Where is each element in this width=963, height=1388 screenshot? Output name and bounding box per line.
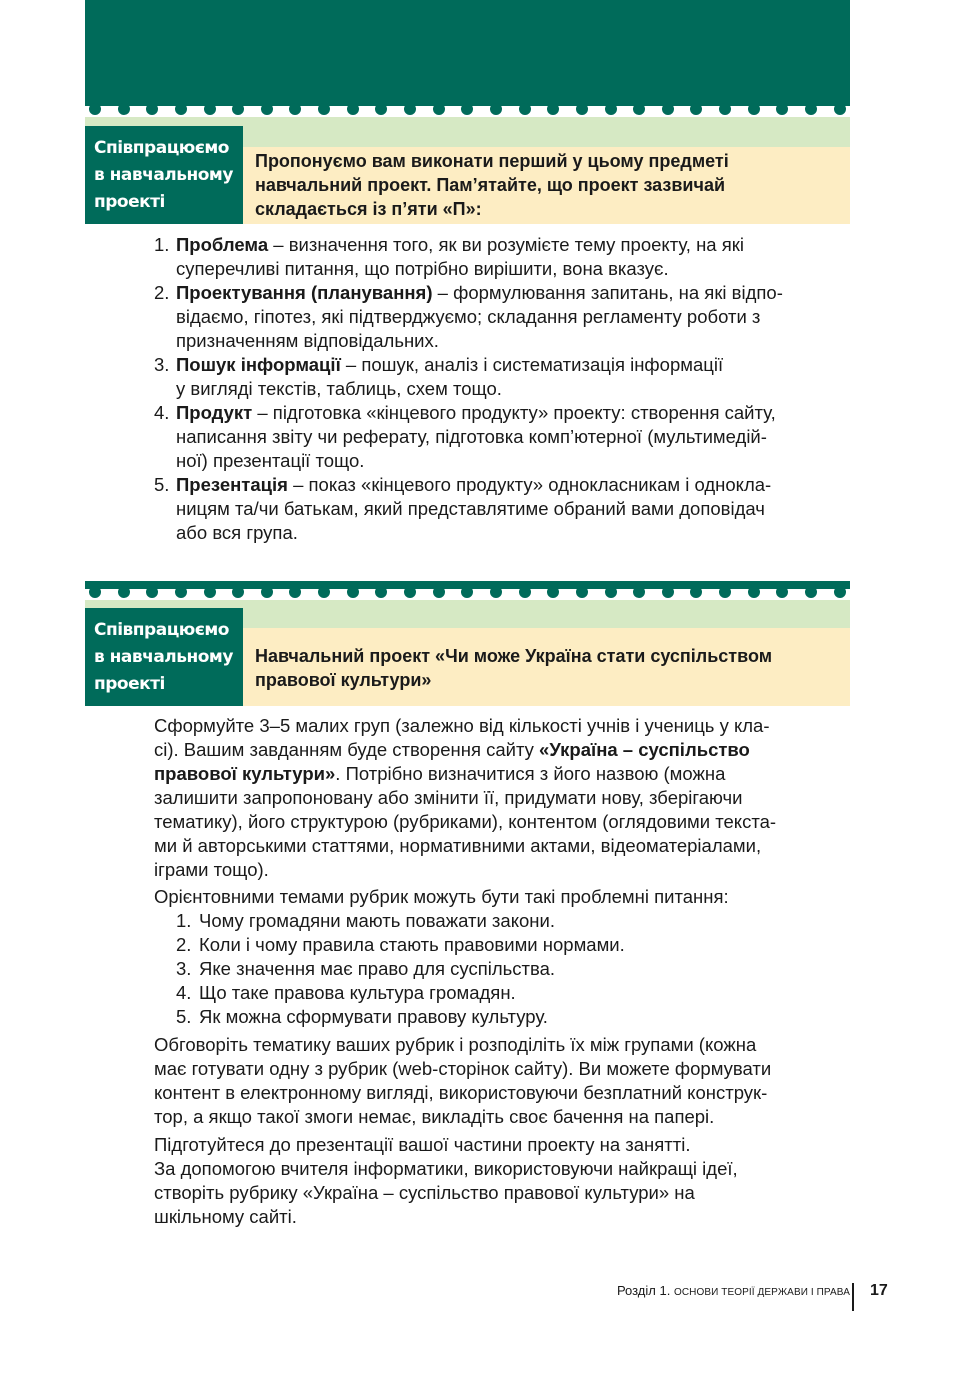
box2-section-label: Співпрацюємо в навчальному проекті bbox=[85, 608, 243, 706]
list-item: 1. Чому громадяни мають поважати закони. bbox=[176, 910, 555, 931]
list-item: 5. Як можна сформувати правову культуру. bbox=[176, 1006, 548, 1027]
running-footer: Розділ 1. ОСНОВИ ТЕОРІЇ ДЕРЖАВИ І ПРАВА bbox=[616, 1283, 850, 1298]
paragraph-prepare: Підготуйтеся до презентації вашої частини проекту на занятті. За допомогою вчителя інформатики, використовуючи найкращі ідеї, створіть рубрику «Україна – суспільство правової культури» на шкільному сайті. bbox=[154, 1134, 738, 1227]
list-item: 3. Пошук інформації – пошук, аналіз і систематизація інформації у вигляді текстів, таблиць, схем тощо. bbox=[154, 354, 724, 399]
list-item: 1. Проблема – визначення того, як ви розумієте тему проекту, на які суперечливі питання, що потрібно вирішити, вона вказує. bbox=[154, 234, 744, 279]
list-item: 5. Презентація – показ «кінцевого продукту» однокласникам і однокла- ницям та/чи батькам, який представлятиме обраний вами доповідач або вся група. bbox=[154, 474, 772, 543]
five-p-list bbox=[154, 233, 854, 545]
list-item: 4. Що таке правова культура громадян. bbox=[176, 982, 516, 1003]
footer-divider bbox=[852, 1283, 854, 1311]
box1-task-text: Пропонуємо вам виконати перший у цьому предметі навчальний проект. Пам’ятайте, що проект зазвичай складається із п’яти «П»: bbox=[243, 147, 850, 224]
box1-section-label: Співпрацюємо в навчальному проекті bbox=[85, 126, 243, 224]
paragraph-discuss: Обговоріть тематику ваших рубрик і розподіліть їх між групами (кожна має готувати одну з рубрик (web-сторінок сайту). Ви можете формувати контент в електронному вигляді, використовуючи безплатний конструк- тор, а якщо такої змоги немає, викладіть своє бачення на папері. bbox=[154, 1034, 772, 1127]
list-item: 2. Проектування (планування) – формулювання запитань, на які відпо- відаємо, гіпотез, які підтверджуємо; складання регламенту роботи з призначенням відповідальних. bbox=[154, 282, 783, 351]
dotted-edge-top bbox=[85, 103, 850, 117]
page-number: 17 bbox=[870, 1282, 888, 1299]
paragraph-groups: Сформуйте 3–5 малих груп (залежно від кількості учнів і учениць у кла- сі). Вашим завданням буде створення сайту «Україна – суспільство правової культури». Потрібно визначитися з його назвою (можна залишити запропоновану або змінити її, придумати нову, зберігаючи тематику), його структурою (рубриками), контентом (оглядовими текста- ми й авторськими статтями, нормативними актами, відеоматеріалами, іграми тощо). bbox=[154, 715, 777, 880]
top-header-band bbox=[85, 0, 850, 106]
list-item: 4. Продукт – підготовка «кінцевого продукту» проекту: створення сайту, написання звіту чи реферату, підготовка комп’ютерної (мультимедій- ної) презентації тощо. bbox=[154, 402, 776, 471]
project-body bbox=[154, 714, 854, 1229]
paragraph-topics-intro: Орієнтовними темами рубрик можуть бути такі проблемні питання: bbox=[154, 886, 729, 907]
topics-list bbox=[154, 909, 854, 1029]
list-item: 3. Яке значення має право для суспільства. bbox=[176, 958, 556, 979]
list-item: 2. Коли і чому правила стають правовими нормами. bbox=[176, 934, 625, 955]
box2-task-text: Навчальний проект «Чи може Україна стати суспільством правової культури» bbox=[243, 628, 850, 706]
dotted-edge-box2 bbox=[85, 586, 850, 600]
